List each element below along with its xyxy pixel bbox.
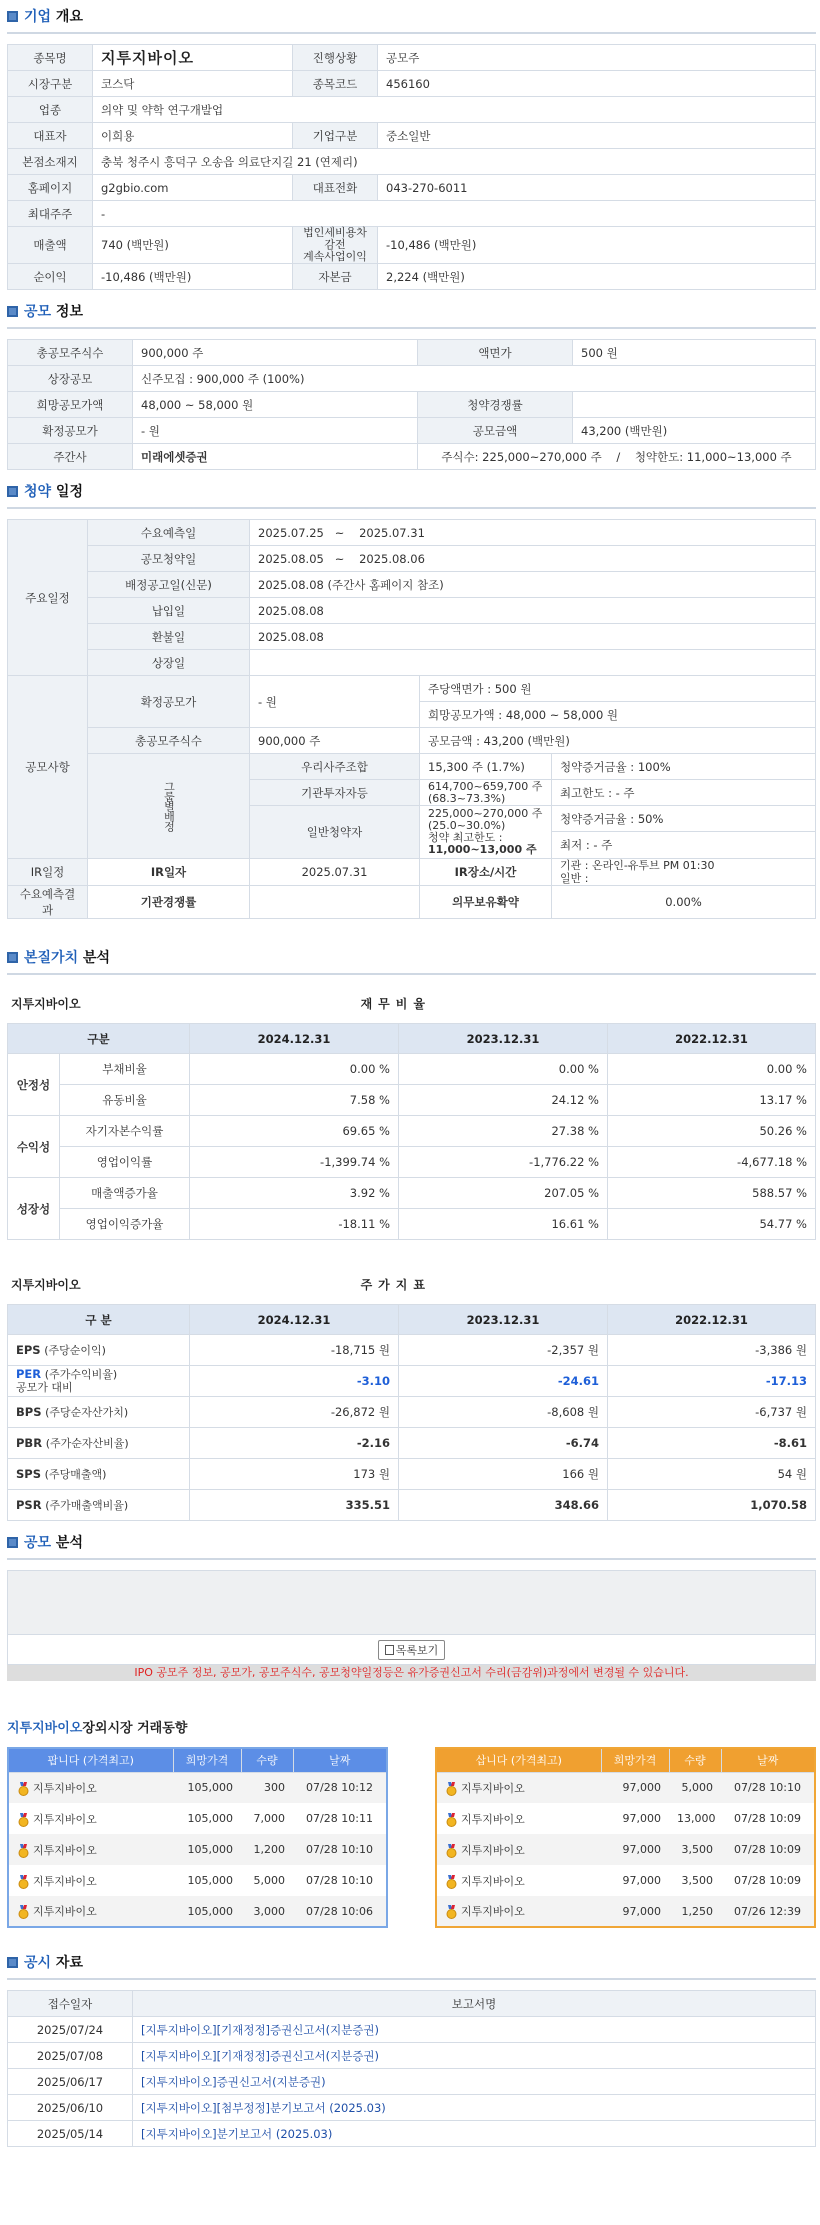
- cell: 13.17 %: [608, 1085, 816, 1116]
- group-label: 수익성: [8, 1116, 60, 1178]
- price: 97,000: [622, 1812, 661, 1825]
- stock-index-table: [7, 1304, 816, 1521]
- net-income: -10,486 (백만원): [93, 264, 293, 290]
- medal-icon: [445, 1813, 458, 1827]
- column-header: 2022.12.31: [608, 1024, 816, 1054]
- section-title-overview: 기업 개요: [7, 0, 816, 34]
- column-header: 2022.12.31: [608, 1305, 816, 1335]
- fixed-price: - 원: [133, 418, 418, 444]
- cell: -2,357 원: [399, 1335, 608, 1366]
- list-item[interactable]: [436, 1772, 815, 1803]
- cell: 3.92 %: [190, 1178, 399, 1209]
- offer-amount: 공모금액 : 43,200 (백만원): [420, 728, 816, 754]
- cell: 50.26 %: [608, 1116, 816, 1147]
- fin-ratio-title: 지투지바이오 재무비율: [11, 996, 431, 1011]
- price: 97,000: [622, 1874, 661, 1887]
- column-header: 2024.12.31: [190, 1024, 399, 1054]
- disclosure-title-cell: [133, 2017, 816, 2043]
- label: 기관투자자등: [250, 780, 420, 806]
- medal-icon: [445, 1875, 458, 1889]
- cell: -4,677.18 %: [608, 1147, 816, 1178]
- label: 희망공모가액: [8, 392, 133, 418]
- market: 코스닥: [93, 71, 293, 97]
- table-row: [8, 2069, 816, 2095]
- ceo: 이희용: [93, 123, 293, 149]
- section-title-value: 본질가치 분석: [7, 941, 816, 975]
- phone: 043-270-6011: [378, 175, 816, 201]
- price: 97,000: [601, 1896, 669, 1927]
- date: 07/28 10:10: [721, 1772, 815, 1803]
- date: 07/28 10:10: [293, 1834, 387, 1865]
- label: 대표자: [8, 123, 93, 149]
- cell: 207.05 %: [399, 1178, 608, 1209]
- cell: 54.77 %: [608, 1209, 816, 1240]
- list-item[interactable]: [436, 1834, 815, 1865]
- cell: 166 원: [399, 1459, 608, 1490]
- schedule-row: [8, 650, 816, 676]
- group3-shares: 225,000~270,000 주 (25.0~30.0%) 청약 최고한도 : 11,000~13,000 주: [420, 806, 552, 859]
- row-label: 영업이익률: [60, 1147, 190, 1178]
- table-row: [8, 1366, 816, 1397]
- price: 97,000: [601, 1834, 669, 1865]
- ir-date: 2025.07.31: [250, 859, 420, 886]
- disclosure-link[interactable]: [지투지바이오]증권신고서(지분증권): [141, 2074, 326, 2089]
- financial-ratio-table: [7, 1023, 816, 1240]
- list-item[interactable]: [436, 1865, 815, 1896]
- item-name: 지투지바이오: [8, 1834, 173, 1865]
- stock-code: 456160: [378, 71, 816, 97]
- otc-market: [7, 1747, 816, 1928]
- cell: -1,776.22 %: [399, 1147, 608, 1178]
- item-name: 지투지바이오: [8, 1865, 173, 1896]
- major-shareholder: -: [93, 201, 816, 227]
- label: 그룹별배정: [88, 754, 250, 859]
- column-header: 수량: [669, 1748, 721, 1772]
- schedule-label: 공모청약일: [88, 546, 250, 572]
- item-name: 지투지바이오: [8, 1772, 173, 1803]
- cell: 0.00 %: [608, 1054, 816, 1085]
- column-header: 2023.12.31: [399, 1024, 608, 1054]
- disclosure-date: 2025/07/24: [8, 2017, 133, 2043]
- disclosure-date: 2025/06/10: [8, 2095, 133, 2121]
- column-header: 구분: [8, 1024, 190, 1054]
- quantity: 300: [241, 1772, 293, 1803]
- section-bullet-icon: [7, 1957, 18, 1968]
- lockup-ratio: 0.00%: [552, 886, 816, 919]
- label: 주간사: [8, 444, 133, 470]
- row-label: 부채비율: [60, 1054, 190, 1085]
- label: 본점소재지: [8, 149, 93, 175]
- row-label: BPS (주당순자산가치): [8, 1397, 190, 1428]
- offering-info-table: [7, 339, 816, 470]
- demand-competition: [250, 886, 420, 919]
- column-header: 보고서명: [133, 1991, 816, 2017]
- group-label: 성장성: [8, 1178, 60, 1240]
- table-row: [8, 2043, 816, 2069]
- quantity: 3,500: [681, 1874, 713, 1887]
- cell: -2.16: [190, 1428, 399, 1459]
- row-label: 유동비율: [60, 1085, 190, 1116]
- schedule-label: 납입일: [88, 598, 250, 624]
- cell: -6.74: [399, 1428, 608, 1459]
- table-row: [8, 1116, 816, 1147]
- cell: 16.61 %: [399, 1209, 608, 1240]
- cell: 0.00 %: [399, 1054, 608, 1085]
- label: 확정공모가: [8, 418, 133, 444]
- label: 총공모주식수: [8, 340, 133, 366]
- medal-icon: [445, 1905, 458, 1919]
- company-name: 지투지바이오: [93, 45, 293, 71]
- section-title-schedule: 청약 일정: [7, 475, 816, 509]
- row-label: 영업이익증가율: [60, 1209, 190, 1240]
- section-title-analysis: 공모 분석: [7, 1526, 816, 1560]
- table-row: [8, 1335, 816, 1366]
- table-row: [8, 1209, 816, 1240]
- table-row: [8, 1054, 816, 1085]
- status: 공모주: [378, 45, 816, 71]
- cell: -8.61: [608, 1428, 816, 1459]
- column-header: 접수일자: [8, 1991, 133, 2017]
- schedule-table: [7, 519, 816, 919]
- date: 07/28 10:09: [734, 1874, 801, 1887]
- list-item[interactable]: [436, 1896, 815, 1927]
- cell: 173 원: [190, 1459, 399, 1490]
- label: 법인세비용차감전 계속사업이익: [293, 227, 378, 264]
- date: 07/28 10:09: [734, 1812, 801, 1825]
- quantity: 7,000: [253, 1812, 285, 1825]
- row-label: PBR (주가순자산비율): [8, 1428, 190, 1459]
- section-title-offering: 공모 정보: [7, 295, 816, 329]
- row-label: 자기자본수익률: [60, 1116, 190, 1147]
- cell: 348.66: [399, 1490, 608, 1521]
- item-name: 지투지바이오: [436, 1834, 601, 1865]
- schedule-label: 환불일: [88, 624, 250, 650]
- table-row: [8, 1490, 816, 1521]
- item-name: 지투지바이오: [436, 1865, 601, 1896]
- disclosure-date: 2025/06/17: [8, 2069, 133, 2095]
- group2-limit: 최고한도 : - 주: [552, 780, 816, 806]
- list-item[interactable]: [8, 1803, 387, 1834]
- label: 최대주주: [8, 201, 93, 227]
- hope-price: 희망공모가액 : 48,000 ~ 58,000 원: [420, 702, 816, 728]
- competition-rate: [573, 392, 816, 418]
- list-item[interactable]: [8, 1772, 387, 1803]
- group-label: 안정성: [8, 1054, 60, 1116]
- hope-price: 48,000 ~ 58,000 원: [133, 392, 418, 418]
- label: 우리사주조합: [250, 754, 420, 780]
- cell: 54 원: [608, 1459, 816, 1490]
- row-label: PER (주가수익비율) 공모가 대비: [8, 1366, 190, 1397]
- cell: 69.65 %: [190, 1116, 399, 1147]
- price: 105,000: [187, 1874, 233, 1887]
- label: 청약경쟁률: [418, 392, 573, 418]
- schedule-row: [8, 546, 816, 572]
- cell: -3.10: [190, 1366, 399, 1397]
- label: 홈페이지: [8, 175, 93, 201]
- quantity: 5,000: [253, 1874, 285, 1887]
- schedule-label: 배정공고일(신문): [88, 572, 250, 598]
- label: 대표전화: [293, 175, 378, 201]
- offer-amount: 43,200 (백만원): [573, 418, 816, 444]
- table-row: [8, 1085, 816, 1116]
- sales: 740 (백만원): [93, 227, 293, 264]
- label: 자본금: [293, 264, 378, 290]
- label: 매출액: [8, 227, 93, 264]
- total-shares: 900,000 주: [133, 340, 418, 366]
- section-bullet-icon: [7, 486, 18, 497]
- table-row: [8, 2121, 816, 2147]
- column-header: 구 분: [8, 1305, 190, 1335]
- schedule-value: [250, 650, 816, 676]
- item-name: 지투지바이오: [436, 1772, 601, 1803]
- label: IR일정: [8, 859, 88, 886]
- address: 충북 청주시 흥덕구 오송읍 의료단지길 21 (연제리): [93, 149, 816, 175]
- item-name: 지투지바이오: [8, 1896, 173, 1927]
- row-label: 매출액증가율: [60, 1178, 190, 1209]
- column-header: 희망가격: [601, 1748, 669, 1772]
- stock-index-title: 지투지바이오 주가지표: [11, 1277, 431, 1292]
- cell: -26,872 원: [190, 1397, 399, 1428]
- date: 07/26 12:39: [721, 1896, 815, 1927]
- label: 진행상황: [293, 45, 378, 71]
- listing-offer: 신주모집 : 900,000 주 (100%): [133, 366, 816, 392]
- table-row: [8, 1459, 816, 1490]
- label: 주요일정: [8, 520, 88, 676]
- table-row: [8, 1428, 816, 1459]
- list-item[interactable]: [8, 1896, 387, 1927]
- disclosure-title-cell: [133, 2095, 816, 2121]
- date: 07/28 10:09: [721, 1834, 815, 1865]
- market-title: 지투지바이오 장외시장 거래동향: [7, 1720, 188, 1736]
- cell: 588.57 %: [608, 1178, 816, 1209]
- label: 공모사항: [8, 676, 88, 859]
- price: 105,000: [187, 1812, 233, 1825]
- cell: 0.00 %: [190, 1054, 399, 1085]
- medal-icon: [445, 1782, 458, 1796]
- schedule-value: 2025.08.05 ~ 2025.08.06: [250, 546, 816, 572]
- disclosure-link[interactable]: [지투지바이오]분기보고서 (2025.03): [141, 2126, 333, 2141]
- disclosure-title-cell: [133, 2069, 816, 2095]
- cell: -18,715 원: [190, 1335, 399, 1366]
- medal-icon: [17, 1782, 30, 1796]
- schedule-value: 2025.07.25 ~ 2025.07.31: [250, 520, 816, 546]
- item-name: 지투지바이오: [436, 1803, 601, 1834]
- buy-table: [435, 1747, 816, 1928]
- disclosure-title-cell: [133, 2121, 816, 2147]
- medal-icon: [17, 1905, 30, 1919]
- medal-icon: [17, 1813, 30, 1827]
- disclosure-title-cell: [133, 2043, 816, 2069]
- label: 액면가: [418, 340, 573, 366]
- schedule-value: 2025.08.08 (주간사 홈페이지 참조): [250, 572, 816, 598]
- label: 상장공모: [8, 366, 133, 392]
- column-header: 2024.12.31: [190, 1305, 399, 1335]
- section-bullet-icon: [7, 306, 18, 317]
- schedule-value: 2025.08.08: [250, 598, 816, 624]
- ir-place: 기관 : 온라인-유투브 PM 01:30 일반 :: [552, 859, 816, 886]
- list-button-row: [7, 1635, 816, 1665]
- column-header: 2023.12.31: [399, 1305, 608, 1335]
- label: 기업구분: [293, 123, 378, 149]
- column-header: 희망가격: [173, 1748, 241, 1772]
- table-row: [8, 2095, 816, 2121]
- par-value: 주당액면가 : 500 원: [420, 676, 816, 702]
- quantity: 3,000: [241, 1896, 293, 1927]
- column-header: 수량: [241, 1748, 293, 1772]
- section-bullet-icon: [7, 11, 18, 22]
- cell: -1,399.74 %: [190, 1147, 399, 1178]
- par-value: 500 원: [573, 340, 816, 366]
- table-row: [8, 1178, 816, 1209]
- price: 105,000: [173, 1896, 241, 1927]
- label: 순이익: [8, 264, 93, 290]
- schedule-value: 2025.08.08: [250, 624, 816, 650]
- column-header: 날짜: [721, 1748, 815, 1772]
- label: 공모금액: [418, 418, 573, 444]
- schedule-row: [8, 624, 816, 650]
- fixed-price: - 원: [250, 676, 420, 728]
- schedule-label: 수요예측일: [88, 520, 250, 546]
- label: IR일자: [88, 859, 250, 886]
- cell: 335.51: [190, 1490, 399, 1521]
- quantity: 1,250: [669, 1896, 721, 1927]
- capital: 2,224 (백만원): [378, 264, 816, 290]
- date: 07/28 10:06: [293, 1896, 387, 1927]
- label: 종목명: [8, 45, 93, 71]
- cell: -3,386 원: [608, 1335, 816, 1366]
- quantity: 3,500: [669, 1834, 721, 1865]
- item-name: 지투지바이오: [436, 1896, 601, 1927]
- medal-icon: [17, 1844, 30, 1858]
- price: 97,000: [601, 1772, 669, 1803]
- section-title-disclosure: 공시 자료: [7, 1946, 816, 1980]
- date: 07/28 10:10: [306, 1874, 373, 1887]
- underwriter: 미래에셋증권: [133, 444, 418, 470]
- section-bullet-icon: [7, 952, 18, 963]
- label: 기관경쟁률: [88, 886, 250, 919]
- table-row: [8, 1147, 816, 1178]
- cell: -6,737 원: [608, 1397, 816, 1428]
- cell: 27.38 %: [399, 1116, 608, 1147]
- price: 105,000: [173, 1834, 241, 1865]
- list-button[interactable]: 목록보기: [378, 1640, 446, 1660]
- company-overview-table: [7, 44, 816, 290]
- price: 105,000: [173, 1772, 241, 1803]
- industry: 의약 및 약학 연구개발업: [93, 97, 816, 123]
- label: 업종: [8, 97, 93, 123]
- underwriter-detail: 주식수: 225,000~270,000 주 / 청약한도: 11,000~13,000 주: [418, 444, 816, 470]
- disclosure-table: [7, 1990, 816, 2147]
- list-item[interactable]: [8, 1865, 387, 1896]
- group1-rate: 청약증거금율 : 100%: [552, 754, 816, 780]
- medal-icon: [17, 1875, 30, 1889]
- label: 의무보유확약: [420, 886, 552, 919]
- cell: -24.61: [399, 1366, 608, 1397]
- date: 07/28 10:12: [293, 1772, 387, 1803]
- schedule-row: [8, 520, 816, 546]
- quantity: 5,000: [669, 1772, 721, 1803]
- label: 확정공모가: [88, 676, 250, 728]
- label: IR장소/시간: [420, 859, 552, 886]
- schedule-row: [8, 598, 816, 624]
- label: 수요예측결과: [8, 886, 88, 919]
- medal-icon: [445, 1844, 458, 1858]
- cell: 7.58 %: [190, 1085, 399, 1116]
- group1-shares: 15,300 주 (1.7%): [420, 754, 552, 780]
- column-header: 날짜: [293, 1748, 387, 1772]
- cell: 24.12 %: [399, 1085, 608, 1116]
- disclosure-date: 2025/07/08: [8, 2043, 133, 2069]
- cell: -18.11 %: [190, 1209, 399, 1240]
- sell-table: [7, 1747, 388, 1928]
- disclosure-link[interactable]: [지투지바이오][기재정정]증권신고서(지분증권): [141, 2048, 379, 2063]
- disclosure-date: 2025/05/14: [8, 2121, 133, 2147]
- column-header: 팝니다 (가격최고): [8, 1748, 173, 1772]
- cell: -17.13: [608, 1366, 816, 1397]
- label: 종목코드: [293, 71, 378, 97]
- list-item[interactable]: [8, 1834, 387, 1865]
- warning-text: IPO 공모주 정보, 공모가, 공모주식수, 공모청약일정등은 유가증권신고서 수리(금감위)과정에서 변경될 수 있습니다.: [7, 1665, 816, 1681]
- row-label: SPS (주당매출액): [8, 1459, 190, 1490]
- section-bullet-icon: [7, 1537, 18, 1548]
- disclosure-link[interactable]: [지투지바이오][기재정정]증권신고서(지분증권): [141, 2022, 379, 2037]
- cell: -8,608 원: [399, 1397, 608, 1428]
- item-name: 지투지바이오: [8, 1803, 173, 1834]
- group3-rate: 청약증거금율 : 50% 최저 : - 주: [552, 806, 816, 859]
- schedule-row: [8, 572, 816, 598]
- date: 07/28 10:11: [306, 1812, 373, 1825]
- schedule-label: 상장일: [88, 650, 250, 676]
- label: 시장구분: [8, 71, 93, 97]
- company-type: 중소일반: [378, 123, 816, 149]
- homepage-link[interactable]: g2gbio.com: [93, 175, 293, 201]
- group2-shares: 614,700~659,700 주 (68.3~73.3%): [420, 780, 552, 806]
- table-row: [8, 2017, 816, 2043]
- list-icon: [385, 1645, 394, 1655]
- quantity: 13,000: [677, 1812, 716, 1825]
- pretax-income: -10,486 (백만원): [378, 227, 816, 264]
- row-label: PSR (주가매출액비율): [8, 1490, 190, 1521]
- row-label: EPS (주당순이익): [8, 1335, 190, 1366]
- table-row: [8, 1397, 816, 1428]
- quantity: 1,200: [241, 1834, 293, 1865]
- analysis-box: [7, 1570, 816, 1635]
- label: 일반청약자: [250, 806, 420, 859]
- cell: 1,070.58: [608, 1490, 816, 1521]
- list-item[interactable]: [436, 1803, 815, 1834]
- total-shares: 900,000 주: [250, 728, 420, 754]
- label: 총공모주식수: [88, 728, 250, 754]
- disclosure-link[interactable]: [지투지바이오][첨부정정]분기보고서 (2025.03): [141, 2100, 386, 2115]
- column-header: 삽니다 (가격최고): [436, 1748, 601, 1772]
